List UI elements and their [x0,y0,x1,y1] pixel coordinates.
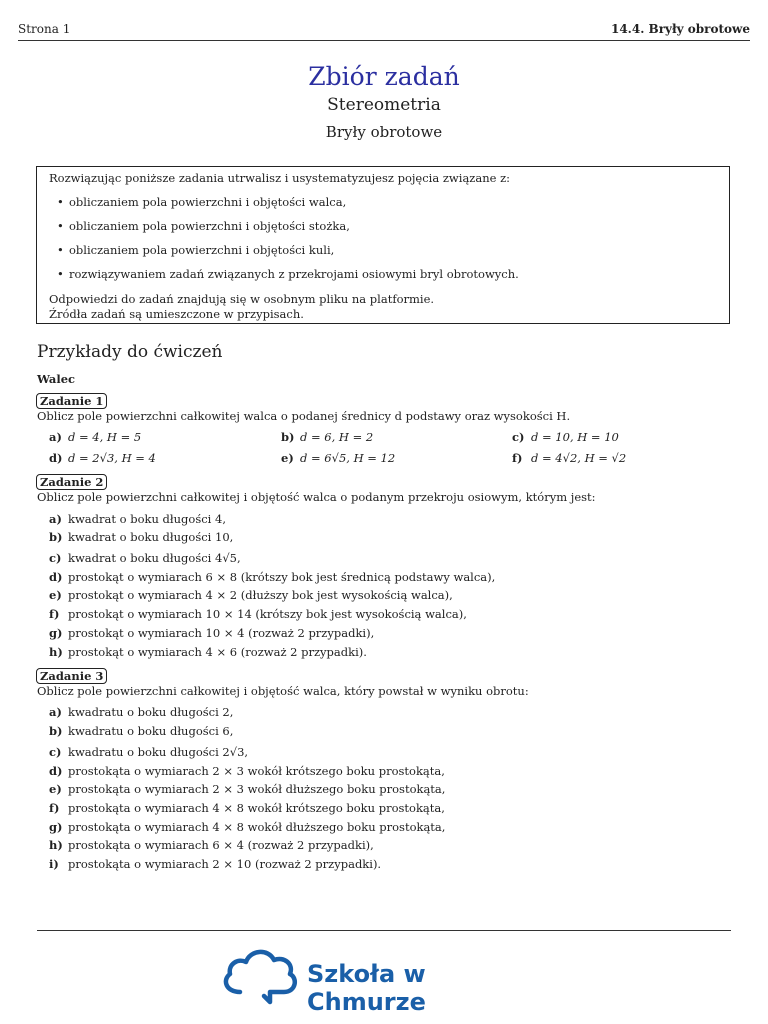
document-topic: Bryły obrotowe [325,123,443,141]
bullet-icon: • [57,267,64,281]
task-item: f) prostokąta o wymiarach 4 × 8 wokół krótszego boku prostokąta, [49,801,445,815]
section-title: Przykłady do ćwiczeń [37,342,223,362]
task-item: b) kwadrat o boku długości 10, [49,530,234,544]
answers-note: Odpowiedzi do zadań znajdują się w osobnym pliku na platformie. [49,292,435,306]
bullet-icon: • [57,219,64,233]
task-item: c) kwadratu o boku długości 2√3, [49,745,249,759]
task-item: e) prostokąta o wymiarach 2 × 3 wokół dłuższego boku prostokąta, [49,782,446,796]
task-item: b) kwadratu o boku długości 6, [49,724,234,738]
chapter-title: 14.4. Bryły obrotowe [610,22,750,36]
task-item: b) d = 6, H = 2 [281,430,374,444]
task-item: e) prostokąt o wymiarach 4 × 2 (dłuższy bok jest wysokością walca), [49,588,453,602]
task-text: Oblicz pole powierzchni całkowitej walca o podanej średnicy d podstawy oraz wysokości H. [37,409,571,423]
sources-note: Źródła zadań są umieszczone w przypisach. [49,307,304,321]
task-text: Oblicz pole powierzchni całkowitej i objętość walca, który powstał w wyniku obrotu: [37,684,529,698]
task-label: Zadanie 3 [36,668,107,684]
footer-logo [220,942,550,1016]
intro-bullet: • obliczaniem pola powierzchni i objętości stożka, [57,219,350,233]
task-item: g) prostokąta o wymiarach 4 × 8 wokół dłuższego boku prostokąta, [49,820,446,834]
task-item: d) d = 2√3, H = 4 [49,451,156,465]
task-item: d) prostokąta o wymiarach 2 × 3 wokół krótszego boku prostokąta, [49,764,445,778]
bullet-icon: • [57,243,64,257]
task-item: d) prostokąt o wymiarach 6 × 8 (krótszy bok jest średnicą podstawy walca), [49,570,496,584]
intro-bullet: • obliczaniem pola powierzchni i objętości kuli, [57,243,335,257]
task-item: a) kwadrat o boku długości 4, [49,512,226,526]
task-text: Oblicz pole powierzchni całkowitej i objętość walca o podanym przekroju osiowym, którym jest: [37,490,596,504]
intro-bullet: • obliczaniem pola powierzchni i objętości walca, [57,195,347,209]
task-item: f) prostokąt o wymiarach 10 × 14 (krótszy bok jest wysokością walca), [49,607,467,621]
subsection-title: Walec [37,372,76,386]
task-item: c) d = 10, H = 10 [512,430,619,444]
document-subtitle: Stereometria [327,95,441,115]
task-item: h) prostokąta o wymiarach 6 × 4 (rozważ 2 przypadki), [49,838,374,852]
task-label: Zadanie 2 [36,474,107,490]
intro-box [36,166,730,324]
intro-bullet: • rozwiązywaniem zadań związanych z przekrojami osiowymi bryl obrotowych. [57,267,519,281]
task-label: Zadanie 1 [36,393,107,409]
intro-bullet-list [49,195,717,282]
task-item: i) prostokąta o wymiarach 2 × 10 (rozważ 2 przypadki). [49,857,382,871]
task-item: e) d = 6√5, H = 12 [281,451,396,465]
brand-name: Szkoła w Chmurze [307,960,426,1016]
task-item: a) kwadratu o boku długości 2, [49,705,234,719]
document-title: Zbiór zadań [308,62,460,91]
task-item: f) d = 4√2, H = √2 [512,451,627,465]
task-item: c) kwadrat o boku długości 4√5, [49,551,241,565]
intro-lead: Rozwiązując poniższe zadania utrwalisz i usystematyzujesz pojęcia związane z: [49,171,511,185]
task-item: h) prostokąt o wymiarach 4 × 6 (rozważ 2 przypadki). [49,645,367,659]
task-item: g) prostokąt o wymiarach 10 × 4 (rozważ 2 przypadki), [49,626,375,640]
task-item: a) d = 4, H = 5 [49,430,142,444]
cloud-logo-icon [220,942,300,1006]
footer-divider [37,930,731,931]
page-header [18,22,750,40]
bullet-icon: • [57,195,64,209]
page-number: Strona 1 [18,22,71,36]
header-divider [18,40,750,41]
